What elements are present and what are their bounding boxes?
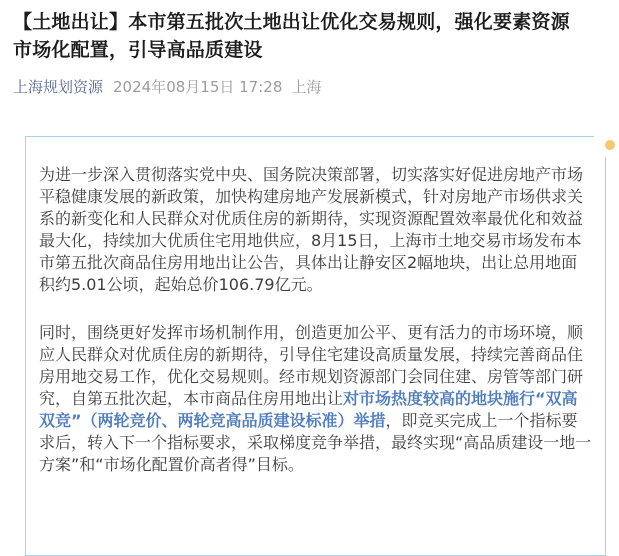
border-gap-patch <box>594 136 606 157</box>
paragraph-2 <box>39 322 592 476</box>
paragraph-1: 为进一步深入贯彻落实党中央、国务院决策部署，切实落实好促进房地产市场平稳健康发展的新政策，加快构建房地产发展新模式，针对房地产市场供求关系的新变化和人民群众对优质住房的新期待，实现资源配置效率最优化和效益最大化，持续加大优质住宅用地供应，8月15日，上海市土地交易市场发布本市第五批次商品住房用地出让公告，具体出让静安区2幅地块，出让总用地面积约5.01公顷，起始总价106.79亿元。 <box>39 165 584 294</box>
publish-location: 上海 <box>291 78 322 96</box>
paragraph-2-highlighted-policy-text: 对市场热度较高的地块施行“双高双竞”（两轮竞价、两轮竞高品质建设标准）举措 <box>39 389 578 430</box>
paragraph-2-lead-text: 同时，围绕更好发挥市场机制作用，创造更加公平、更有活力的市场环境，顺应人民群众对优质住房的新期待，引导住宅建设高质量发展，持续完善商品住房用地交易工作，优化交易规则。经市规划资源部门会同住建、房管等部门研究，自第五批次起，本市商品住房用地出让 <box>39 323 584 408</box>
paragraph-2-rest-text: ，即竞买完成上一个指标要求后，转入下一个指标要求，采取梯度竞争举措，最终实现“高品质建设一地一方案”和“市场化配置价高者得”目标。 <box>39 411 592 474</box>
article-byline <box>13 77 606 98</box>
account-name-link[interactable]: 上海规划资源 <box>13 78 104 96</box>
publish-datetime: 2024年08月15日 17:28 <box>113 78 283 96</box>
ring-decoration-icon <box>605 140 615 150</box>
article-title: 【土地出让】本市第五批次土地出让优化交易规则，强化要素资源市场化配置，引导高品质建设 <box>13 11 570 61</box>
article-content-box <box>25 136 606 556</box>
